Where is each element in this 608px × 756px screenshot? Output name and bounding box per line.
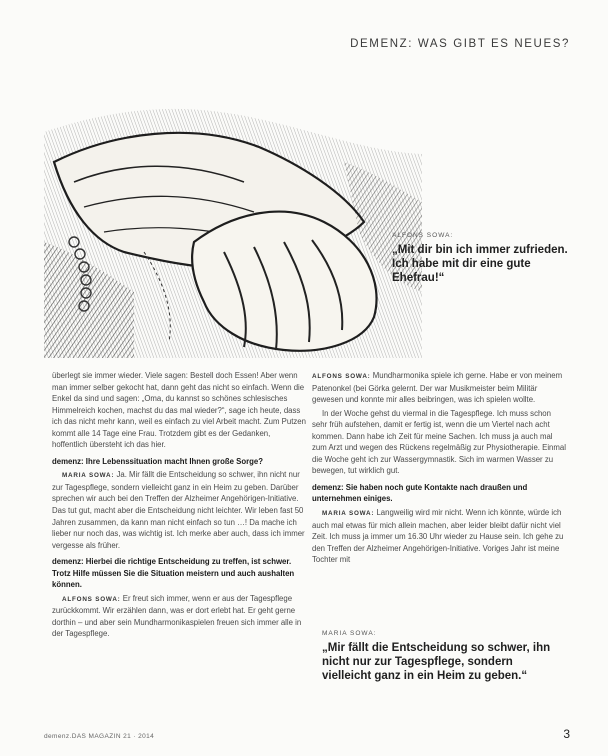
interview-answer (312, 370, 566, 406)
answer-speaker: MARIA SOWA: (62, 472, 115, 480)
interview-answer (52, 469, 306, 551)
page-number: 3 (563, 727, 570, 741)
answer-text: Ja. Mir fällt die Entscheidung so schwer, ihn nicht nur zur Tagespflege, sondern vielleicht ganz in ein Heim zu geben. Darüber sprechen wir auch bei den Treffen der Alzheimer Angehörigen-Initiative. Das tut gut, macht aber die Entscheidung nicht leichter. Wir leben fast 50 Jahren zusammen, da kann man nicht einfach so tun …! Da mache ich lieber nur noch das, was wichtig ist. Ich merke aber auch, dass ich immer vergesse als früher. (52, 470, 305, 550)
pull-quote-2-speaker: MARIA SOWA: (322, 630, 377, 637)
right-text-column (312, 370, 566, 568)
paragraph: überlegt sie immer wieder. Viele sagen: Bestell doch Essen! Aber wenn man immer selber gekocht hat, dann geht das nicht so einfach. Wenn die Enkel da sind und sagen: „Oma, du kannst so schönes schlesisches Himmelreich kochen, machst du das mal wieder?“, sage ich heute, dass ich das nicht mehr kann, weil es einfach zu viel Arbeit macht. Zum Putzen kommt alle 14 Tage eine Frau. Trotzdem gibt es der Gedanken, hoffentlich übersteht ich das hier. (52, 371, 306, 450)
answer-text: Mundharmonika spiele ich gerne. Habe er von meinem Patenonkel (bei Görka gelernt. Der war Musikmeister beim Militär gewesen und konnte mir alles beibringen, was ich spielen wollte. (312, 371, 563, 405)
pull-quote-1-text: „Mit dir bin ich immer zufrieden. Ich habe mit dir eine gute Ehefrau!“ (392, 244, 568, 284)
interview-question: demenz: Ihre Lebenssituation macht Ihnen große Sorge? (52, 456, 263, 466)
interview-answer (312, 507, 566, 566)
pull-quote-2-text: „Mir fällt die Entscheidung so schwer, ihn nicht nur zur Tagespflege, sondern vielleicht ganz in ein Heim zu geben.“ (322, 642, 551, 682)
footer-publication: demenz.DAS MAGAZIN 21 · 2014 (44, 733, 155, 740)
answer-speaker: ALFONS SOWA: (312, 373, 371, 380)
answer-speaker: MARIA SOWA: (322, 510, 375, 518)
interview-question: demenz: Sie haben noch gute Kontakte nach draußen und unternehmen einiges. (312, 482, 528, 504)
paragraph: In der Woche gehst du viermal in die Tagespflege. Ich muss schon sehr früh aufstehen, damit er fertig ist, wenn die um Viertel nach acht kommen. Dann habe ich Zeit für meine Sachen. Ich muss ja auch mal zum Arzt und wegen des Rückens regelmäßig zur Physiotherapie. Einmal die Woche geht ich zur Wassergymnastik. Sich im warmen Wasser zu bewegen, tut wirklich gut. (312, 408, 566, 476)
answer-text: Er freut sich immer, wenn er aus der Tagespflege zurückkommt. Wir erzählen dann, was er dort erlebt hat. Er geht gerne dorthin – und aber sein Mundharmonikaspielen freuen sich immer alle in der Tagespflege. (52, 593, 302, 639)
answer-speaker: ALFONS SOWA: (62, 595, 121, 603)
left-text-column (52, 370, 306, 642)
page-header-title: DEMENZ: WAS GIBT ES NEUES? (350, 38, 570, 50)
answer-text: Langweilig wird mir nicht. Wenn ich könnte, würde ich auch mal etwas für mich allein machen, aber leider bleibt dafür nicht viel Zeit. Ich muss ja immer um 16.30 Uhr wieder zu Hause sein. Ich gehe zu den Treffen der Alzheimer Angehörigen-Initiative. Voriges Jahr ist meine Tochter mit (312, 508, 564, 565)
pull-quote-1-speaker: ALFONS SOWA: (392, 232, 454, 239)
interview-question: demenz: Hierbei die richtige Entscheidung zu treffen, ist schwer. Trotz Hilfe müssen Sie die Situation meistern und auch aushalten können. (52, 557, 295, 590)
pull-quote-2 (322, 630, 562, 683)
pull-quote-1 (392, 232, 570, 285)
interview-answer (52, 593, 306, 640)
hands-illustration (44, 92, 422, 358)
